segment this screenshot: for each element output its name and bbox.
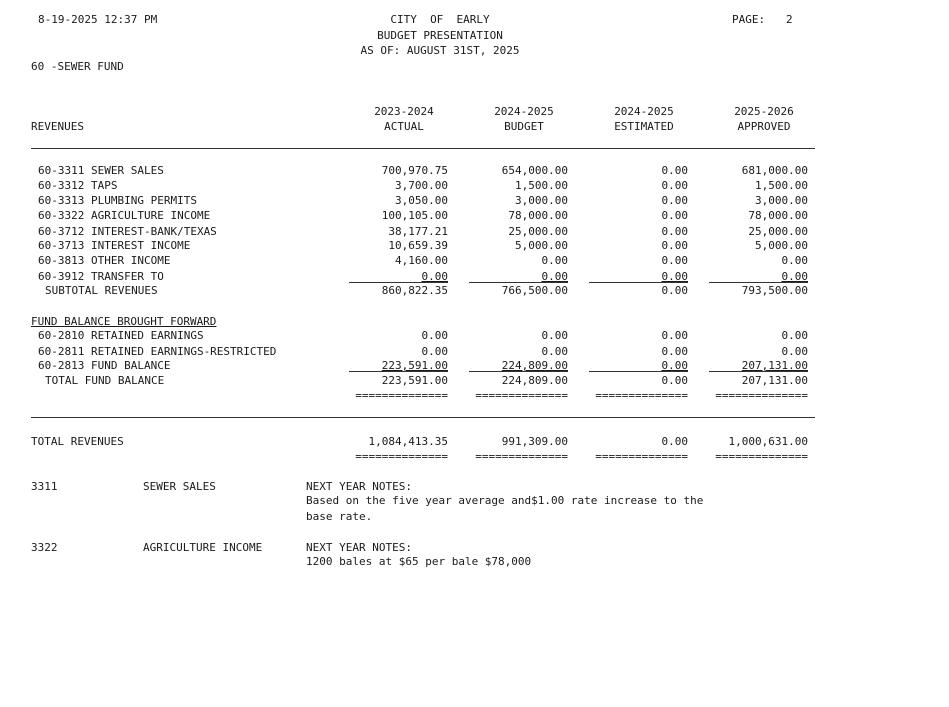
- value-budget: 3,000.00: [515, 194, 568, 207]
- value-approved: 25,000.00: [748, 225, 808, 238]
- column-header-type: APPROVED: [737, 120, 791, 133]
- line-item-label: 60-2813 FUND BALANCE: [38, 359, 171, 372]
- value-budget: 1,500.00: [515, 179, 568, 192]
- value-estimated: 0.00: [661, 179, 688, 192]
- column-header-type: BUDGET: [504, 120, 544, 133]
- double-rule: ==============: [595, 389, 688, 402]
- note-account-code: 3311: [31, 480, 58, 493]
- value-budget: 654,000.00: [501, 164, 568, 177]
- total-rule: [469, 371, 568, 372]
- value-estimated: 0.00: [661, 270, 688, 283]
- value-approved: 0.00: [781, 254, 808, 267]
- value-budget: 0.00: [541, 345, 568, 358]
- value-actual: 100,105.00: [381, 209, 448, 222]
- value-estimated: 0.00: [661, 194, 688, 207]
- page-number: 2: [786, 13, 793, 26]
- value-approved: 0.00: [781, 345, 808, 358]
- note-text: Based on the five year average and$1.00 rate increase to the: [306, 494, 704, 507]
- total-fund-balance-estimated: 0.00: [661, 374, 688, 387]
- value-actual: 10,659.39: [388, 239, 448, 252]
- report-datetime: 8-19-2025 12:37 PM: [38, 13, 158, 26]
- fund-balance-heading: FUND BALANCE BROUGHT FORWARD: [31, 315, 217, 328]
- value-actual: 3,050.00: [395, 194, 448, 207]
- value-actual: 3,700.00: [395, 179, 448, 192]
- value-actual: 0.00: [421, 329, 448, 342]
- note-account-code: 3322: [31, 541, 58, 554]
- note-text: base rate.: [306, 510, 373, 523]
- subtotal-rule: [709, 282, 808, 283]
- line-item-label: 60-3712 INTEREST-BANK/TEXAS: [38, 225, 217, 238]
- column-header-year: 2025-2026: [734, 105, 794, 118]
- total-rule: [589, 371, 688, 372]
- double-rule: ==============: [475, 389, 568, 402]
- line-item-label: 60-3311 SEWER SALES: [38, 164, 164, 177]
- subtotal-approved: 793,500.00: [741, 284, 808, 297]
- fund-name: 60 -SEWER FUND: [31, 60, 124, 73]
- line-item-label: 60-3813 OTHER INCOME: [38, 254, 171, 267]
- line-item-label: 60-3713 INTEREST INCOME: [38, 239, 191, 252]
- value-budget: 224,809.00: [501, 359, 568, 372]
- subtotal-estimated: 0.00: [661, 284, 688, 297]
- value-budget: 5,000.00: [515, 239, 568, 252]
- value-actual: 0.00: [421, 345, 448, 358]
- value-estimated: 0.00: [661, 239, 688, 252]
- value-actual: 4,160.00: [395, 254, 448, 267]
- note-text: 1200 bales at $65 per bale $78,000: [306, 555, 532, 568]
- report-title: BUDGET PRESENTATION: [377, 29, 503, 42]
- value-approved: 0.00: [781, 270, 808, 283]
- subtotal-actual: 860,822.35: [381, 284, 448, 297]
- column-header-year: 2024-2025: [614, 105, 674, 118]
- line-item-label: 60-3322 AGRICULTURE INCOME: [38, 209, 211, 222]
- value-actual: 38,177.21: [388, 225, 448, 238]
- total-fund-balance-label: TOTAL FUND BALANCE: [45, 374, 165, 387]
- total-revenues-label: TOTAL REVENUES: [31, 435, 124, 448]
- page-label: PAGE:: [732, 13, 766, 26]
- note-title: NEXT YEAR NOTES:: [306, 541, 412, 554]
- value-estimated: 0.00: [661, 209, 688, 222]
- value-approved: 5,000.00: [755, 239, 808, 252]
- header-divider: [31, 148, 815, 149]
- total-revenues-actual: 1,084,413.35: [368, 435, 448, 448]
- double-rule: ==============: [715, 450, 808, 463]
- double-rule: ==============: [355, 389, 448, 402]
- city-name: CITY OF EARLY: [390, 13, 490, 26]
- subtotal-rule: [349, 282, 448, 283]
- total-revenues-approved: 1,000,631.00: [728, 435, 808, 448]
- column-header-type: ESTIMATED: [614, 120, 674, 133]
- value-estimated: 0.00: [661, 329, 688, 342]
- value-budget: 0.00: [541, 329, 568, 342]
- line-item-label: 60-2811 RETAINED EARNINGS-RESTRICTED: [38, 345, 277, 358]
- subtotal-rule: [589, 282, 688, 283]
- value-estimated: 0.00: [661, 164, 688, 177]
- value-budget: 0.00: [541, 270, 568, 283]
- section-divider: [31, 417, 815, 418]
- value-approved: 207,131.00: [741, 359, 808, 372]
- total-rule: [709, 371, 808, 372]
- column-header-type: ACTUAL: [384, 120, 424, 133]
- value-actual: 700,970.75: [381, 164, 448, 177]
- value-budget: 25,000.00: [508, 225, 568, 238]
- total-fund-balance-budget: 224,809.00: [501, 374, 568, 387]
- line-item-label: 60-2810 RETAINED EARNINGS: [38, 329, 204, 342]
- value-estimated: 0.00: [661, 254, 688, 267]
- note-account-name: SEWER SALES: [143, 480, 216, 493]
- column-header-year: 2024-2025: [494, 105, 554, 118]
- value-approved: 1,500.00: [755, 179, 808, 192]
- value-approved: 681,000.00: [741, 164, 808, 177]
- value-budget: 78,000.00: [508, 209, 568, 222]
- note-title: NEXT YEAR NOTES:: [306, 480, 412, 493]
- section-label-revenues: REVENUES: [31, 120, 84, 133]
- column-header-year: 2023-2024: [374, 105, 434, 118]
- value-approved: 78,000.00: [748, 209, 808, 222]
- value-approved: 0.00: [781, 329, 808, 342]
- report-as-of-date: AS OF: AUGUST 31ST, 2025: [360, 44, 520, 57]
- value-estimated: 0.00: [661, 345, 688, 358]
- double-rule: ==============: [355, 450, 448, 463]
- line-item-label: 60-3312 TAPS: [38, 179, 118, 192]
- value-estimated: 0.00: [661, 225, 688, 238]
- value-actual: 223,591.00: [381, 359, 448, 372]
- total-fund-balance-actual: 223,591.00: [381, 374, 448, 387]
- value-approved: 3,000.00: [755, 194, 808, 207]
- subtotal-label: SUBTOTAL REVENUES: [45, 284, 158, 297]
- value-budget: 0.00: [541, 254, 568, 267]
- note-account-name: AGRICULTURE INCOME: [143, 541, 263, 554]
- total-revenues-budget: 991,309.00: [501, 435, 568, 448]
- subtotal-rule: [469, 282, 568, 283]
- value-estimated: 0.00: [661, 359, 688, 372]
- total-fund-balance-approved: 207,131.00: [741, 374, 808, 387]
- total-rule: [349, 371, 448, 372]
- value-actual: 0.00: [421, 270, 448, 283]
- double-rule: ==============: [475, 450, 568, 463]
- line-item-label: 60-3912 TRANSFER TO: [38, 270, 164, 283]
- line-item-label: 60-3313 PLUMBING PERMITS: [38, 194, 197, 207]
- subtotal-budget: 766,500.00: [501, 284, 568, 297]
- total-revenues-estimated: 0.00: [661, 435, 688, 448]
- double-rule: ==============: [595, 450, 688, 463]
- double-rule: ==============: [715, 389, 808, 402]
